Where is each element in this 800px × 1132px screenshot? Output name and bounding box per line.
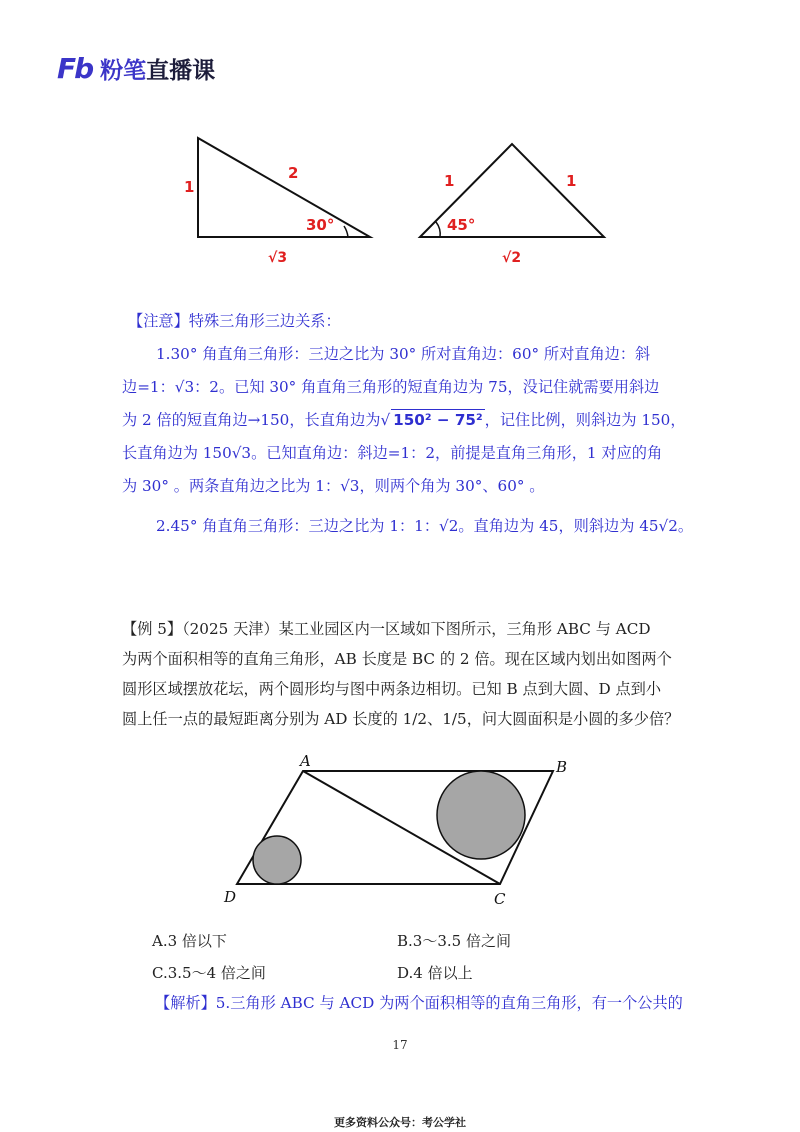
- analysis-line: 【解析】5.三角形 ABC 与 ACD 为两个面积相等的直角三角形，有一个公共的: [155, 994, 683, 1012]
- note-line-4: 长直角边为 150√3。已知直角边：斜边=1：2，前提是直角三角形，1 对应的角: [122, 444, 663, 462]
- example-line-3: 圆形区域摆放花坛，两个圆形均与图中两条边相切。已知 B 点到大圆、D 点到小: [122, 680, 662, 698]
- page-number: 17: [392, 1038, 408, 1052]
- small-circle: [253, 836, 301, 884]
- logo-mark-icon: Fb: [57, 52, 93, 85]
- logo-rest: 直播课: [146, 58, 216, 84]
- tri2-angle: 45°: [447, 216, 476, 234]
- sqrt-symbol-icon: √: [380, 411, 391, 429]
- tri2-side-right: 1: [566, 172, 577, 190]
- tri1-base: √3: [268, 250, 288, 266]
- point-b-label: B: [556, 758, 568, 776]
- option-a[interactable]: A.3 倍以下: [152, 932, 227, 950]
- option-b[interactable]: B.3～3.5 倍之间: [397, 932, 511, 950]
- tri1-side-vertical: 1: [184, 178, 195, 196]
- tri2-base: √2: [502, 250, 522, 266]
- option-d[interactable]: D.4 倍以上: [397, 964, 473, 982]
- logo-brand: 粉笔: [100, 58, 147, 84]
- note-heading: 【注意】特殊三角形三边关系：: [128, 312, 341, 330]
- point-d-label: D: [224, 888, 237, 906]
- note-line-5: 为 30° 。两条直角边之比为 1：√3，则两个角为 30°、60° 。: [122, 477, 545, 495]
- tri1-angle: 30°: [306, 216, 335, 234]
- note-line-6: 2.45° 角直角三角形：三边之比为 1：1：√2。直角边为 45，则斜边为 45√2。: [156, 517, 694, 535]
- option-c[interactable]: C.3.5～4 倍之间: [152, 964, 266, 982]
- note-line-3-b: ，记住比例，则斜边为 150，: [484, 411, 686, 429]
- footer-text: 更多资料公众号：考公学社: [334, 1116, 466, 1129]
- tri2-side-left: 1: [444, 172, 455, 190]
- note-line-3-sqrt: 150² − 75²: [393, 411, 483, 429]
- tri1-hypotenuse: 2: [288, 164, 299, 182]
- note-line-3-a: 为 2 倍的短直角边→150，长直角边为: [122, 411, 381, 429]
- note-line-2: 边=1：√3：2。已知 30° 角直角三角形的短直角边为 75，没记住就需要用斜边: [122, 378, 660, 396]
- example-line-2: 为两个面积相等的直角三角形，AB 长度是 BC 的 2 倍。现在区域内划出如图两个: [122, 650, 672, 668]
- point-a-label: A: [300, 752, 311, 770]
- note-line-1: 1.30° 角直角三角形：三边之比为 30° 所对直角边：60° 所对直角边：斜: [156, 345, 651, 363]
- point-c-label: C: [494, 890, 506, 908]
- large-circle: [437, 771, 525, 859]
- example-line-4: 圆上任一点的最短距离分别为 AD 长度的 1/2、1/5，问大圆面积是小圆的多少倍？: [122, 710, 680, 728]
- example-line-1: 【例 5】（2025 天津）某工业园区内一区域如下图所示，三角形 ABC 与 ACD: [122, 620, 651, 638]
